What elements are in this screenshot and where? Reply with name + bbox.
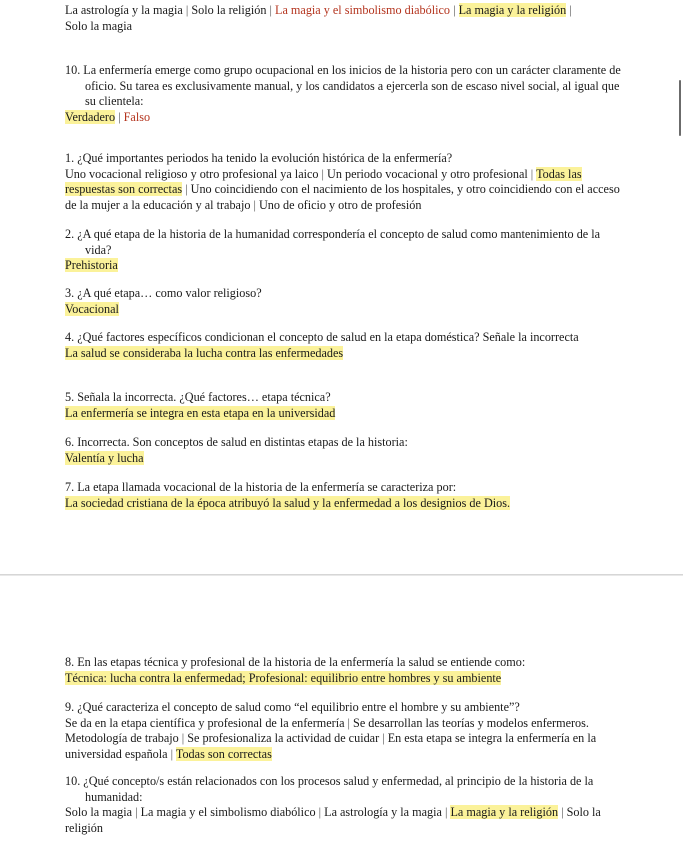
option: La astrología y la magia — [324, 805, 442, 819]
question-block-1 — [65, 151, 621, 213]
question-text: 10. La enfermería emerge como grupo ocupacional en los inicios de la historia pero con un carácter claramente de oficio. Su tarea es exclusivamente manual, y los candidatos a ejercerla son de escaso nivel social, al igual que su clientela: — [65, 63, 621, 108]
question-text: 6. Incorrecta. Son conceptos de salud en distintas etapas de la historia: — [65, 435, 408, 449]
question-block-3 — [65, 286, 621, 317]
option-highlighted: La magia y la religión — [450, 805, 559, 819]
answer-highlighted: La enfermería se integra en esta etapa en la universidad — [65, 405, 336, 420]
answer-options: Solo la magia | La magia y el simbolismo diabólico | La astrología y la magia | La magia y la religión | Solo la religión — [65, 805, 601, 835]
question-block-6 — [65, 435, 621, 466]
previous-question-options: La astrología y la magia | Solo la religión | La magia y el simbolismo diabólico | La magia y la religión | Solo la magia — [65, 3, 572, 33]
option-highlighted: Todas las respuestas son correctas — [65, 166, 582, 196]
answer-highlighted: Prehistoria — [65, 258, 118, 272]
question-text: 9. ¿Qué caracteriza el concepto de salud como “el equilibrio entre el hombre y su ambiente”? — [65, 700, 520, 714]
question-block-2 — [65, 227, 621, 274]
question-block-7 — [65, 480, 621, 511]
option: Se profesionaliza la actividad de cuidar — [187, 731, 380, 745]
answer-options: Verdadero | Falso — [65, 109, 151, 124]
question-text: 3. ¿A qué etapa… como valor religioso? — [65, 286, 262, 300]
question-block-8 — [65, 655, 621, 686]
option: En esta etapa se integra la enfermería en la universidad española — [65, 731, 597, 761]
question-text: 10. ¿Qué concepto/s están relacionados con los procesos salud y enfermedad, al principio de la historia de la humanidad: — [65, 774, 594, 804]
question-block-4 — [65, 330, 621, 361]
question-block-5 — [65, 390, 621, 421]
question-text: 4. ¿Qué factores específicos condicionan el concepto de salud en la etapa doméstica? Señale la incorrecta — [65, 330, 579, 344]
document-page-2 — [0, 576, 683, 848]
scrollbar-thumb[interactable] — [679, 80, 681, 136]
answer-options: Uno vocacional religioso y otro profesional ya laico | Un periodo vocacional y otro profesional | Todas las respuestas son correctas | Uno coincidiendo con el nacimiento de los hospitales, y otro coincidiendo con el acceso de la mujer a la educación y al trabajo | Uno de oficio y otro de profesión — [65, 166, 620, 212]
option: Uno coincidiendo con el nacimiento de los hospitales, y otro coincidiendo con el acceso de la mujer a la educación y al trabajo — [65, 182, 620, 212]
option: Uno vocacional religioso y otro profesional ya laico — [65, 166, 319, 181]
question-block-9 — [65, 700, 621, 762]
option: Se desarrollan las teorías y modelos enfermeros. Metodología de trabajo — [65, 715, 589, 745]
option: Un periodo vocacional y otro profesional — [327, 166, 528, 181]
option: Solo la magia — [65, 805, 133, 819]
question-text: 7. La etapa llamada vocacional de la historia de la enfermería se caracteriza por: — [65, 480, 457, 494]
option: Se da en la etapa científica y profesional de la enfermería — [65, 715, 345, 730]
answer-highlighted: La salud se consideraba la lucha contra las enfermedades — [65, 345, 344, 360]
option-highlighted: Todas son correctas — [175, 746, 272, 761]
answer-highlighted: Vocacional — [65, 301, 119, 316]
option: Solo la religión — [191, 3, 267, 17]
option: Solo la religión — [65, 805, 601, 835]
answer-highlighted: La sociedad cristiana de la época atribuyó la salud y la enfermedad a los designios de Dios. — [65, 495, 511, 510]
answer-options: Se da en la etapa científica y profesional de la enfermería | Se desarrollan las teorías y modelos enfermeros. Metodología de trabajo | Se profesionaliza la actividad de cuidar | En esta etapa se integra la enfermería en la universidad española | Todas son correctas — [65, 715, 597, 761]
question-block-10b — [65, 774, 621, 836]
question-text: 2. ¿A qué etapa de la historia de la humanidad correspondería el concepto de salud como mantenimiento de la vida? — [65, 227, 601, 257]
option: La astrología y la magia — [65, 3, 183, 17]
option-highlighted: Verdadero — [65, 109, 116, 124]
option-incorrect: Falso — [123, 109, 151, 124]
option: Solo la magia — [65, 18, 133, 33]
option-incorrect: La magia y el simbolismo diabólico — [275, 3, 451, 17]
question-text: 5. Señala la incorrecta. ¿Qué factores… etapa técnica? — [65, 390, 331, 404]
question-block-10 — [65, 63, 621, 125]
option: Uno de oficio y otro de profesión — [258, 197, 422, 212]
answer-highlighted: Valentía y lucha — [65, 450, 144, 465]
question-text: 1. ¿Qué importantes periodos ha tenido la evolución histórica de la enfermería? — [65, 151, 453, 165]
answer-highlighted: Técnica: lucha contra la enfermedad; Profesional: equilibrio entre hombres y su ambiente — [65, 670, 502, 685]
question-text: 8. En las etapas técnica y profesional de la historia de la enfermería la salud se entiende como: — [65, 655, 526, 669]
option-highlighted: La magia y la religión — [458, 3, 567, 17]
option: La magia y el simbolismo diabólico — [140, 805, 316, 819]
